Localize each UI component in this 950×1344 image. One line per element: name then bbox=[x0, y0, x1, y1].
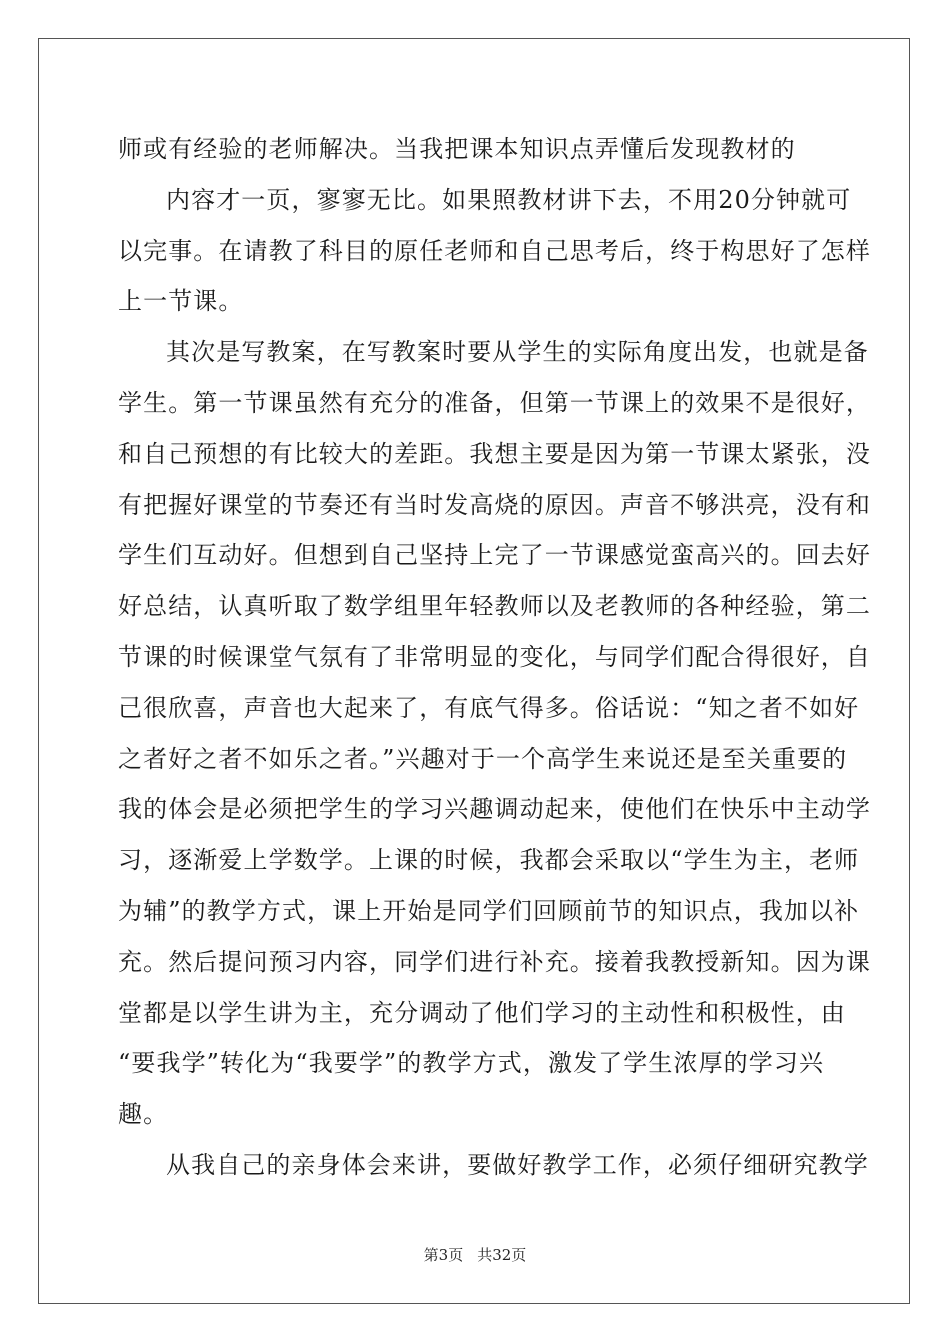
text-line: 趣。 bbox=[118, 1100, 169, 1129]
text-line: 学生们互动好。但想到自己坚持上完了一节课感觉蛮高兴的。回去好 bbox=[118, 541, 871, 570]
text-line: 以完事。在请教了科目的原任老师和自己思考后，终于构思好了怎样 bbox=[118, 236, 871, 265]
text-line: 学生。第一节课虽然有充分的准备，但第一节课上的效果不是很好， bbox=[118, 388, 871, 417]
text-line: 我的体会是必须把学生的学习兴趣调动起来，使他们在快乐中主动学 bbox=[118, 795, 871, 824]
text-line: 和自己预想的有比较大的差距。我想主要是因为第一节课太紧张，没 bbox=[118, 439, 871, 468]
text-line: 有把握好课堂的节奏还有当时发高烧的原因。声音不够洪亮，没有和 bbox=[118, 490, 871, 519]
text-line: 堂都是以学生讲为主，充分调动了他们学习的主动性和积极性，由 bbox=[118, 998, 846, 1027]
document-body bbox=[118, 129, 871, 1196]
text-line: 从我自己的亲身体会来讲，要做好教学工作，必须仔细研究教学 bbox=[166, 1150, 869, 1179]
text-line: 之者好之者不如乐之者。”兴趣对于一个高学生来说还是至关重要的 bbox=[118, 744, 848, 773]
text-line: 为辅”的教学方式，课上开始是同学们回顾前节的知识点，我加以补 bbox=[118, 896, 860, 925]
text-line: 其次是写教案，在写教案时要从学生的实际角度出发，也就是备 bbox=[166, 338, 869, 367]
text-line: 上一节课。 bbox=[118, 287, 244, 316]
text-line: “要我学”转化为“我要学”的教学方式，激发了学生浓厚的学习兴 bbox=[118, 1049, 825, 1078]
text-line: 好总结，认真听取了数学组里年轻教师以及老教师的各种经验，第二 bbox=[118, 592, 871, 621]
text-line: 己很欣喜，声音也大起来了，有底气得多。俗话说：“知之者不如好 bbox=[118, 693, 860, 722]
page-total: 共32页 bbox=[477, 1246, 527, 1264]
page-footer bbox=[0, 1244, 950, 1265]
text-line: 内容才一页，寥寥无比。如果照教材讲下去，不用20分钟就可 bbox=[166, 185, 852, 214]
text-line: 节课的时候课堂气氛有了非常明显的变化，与同学们配合得很好，自 bbox=[118, 642, 871, 671]
text-line: 师或有经验的老师解决。当我把课本知识点弄懂后发现教材的 bbox=[118, 135, 796, 163]
text-line: 充。然后提问预习内容，同学们进行补充。接着我教授新知。因为课 bbox=[118, 947, 871, 976]
page-number: 第3页 bbox=[423, 1246, 464, 1264]
text-line: 习，逐渐爱上学数学。上课的时候，我都会采取以“学生为主，老师 bbox=[118, 846, 860, 875]
